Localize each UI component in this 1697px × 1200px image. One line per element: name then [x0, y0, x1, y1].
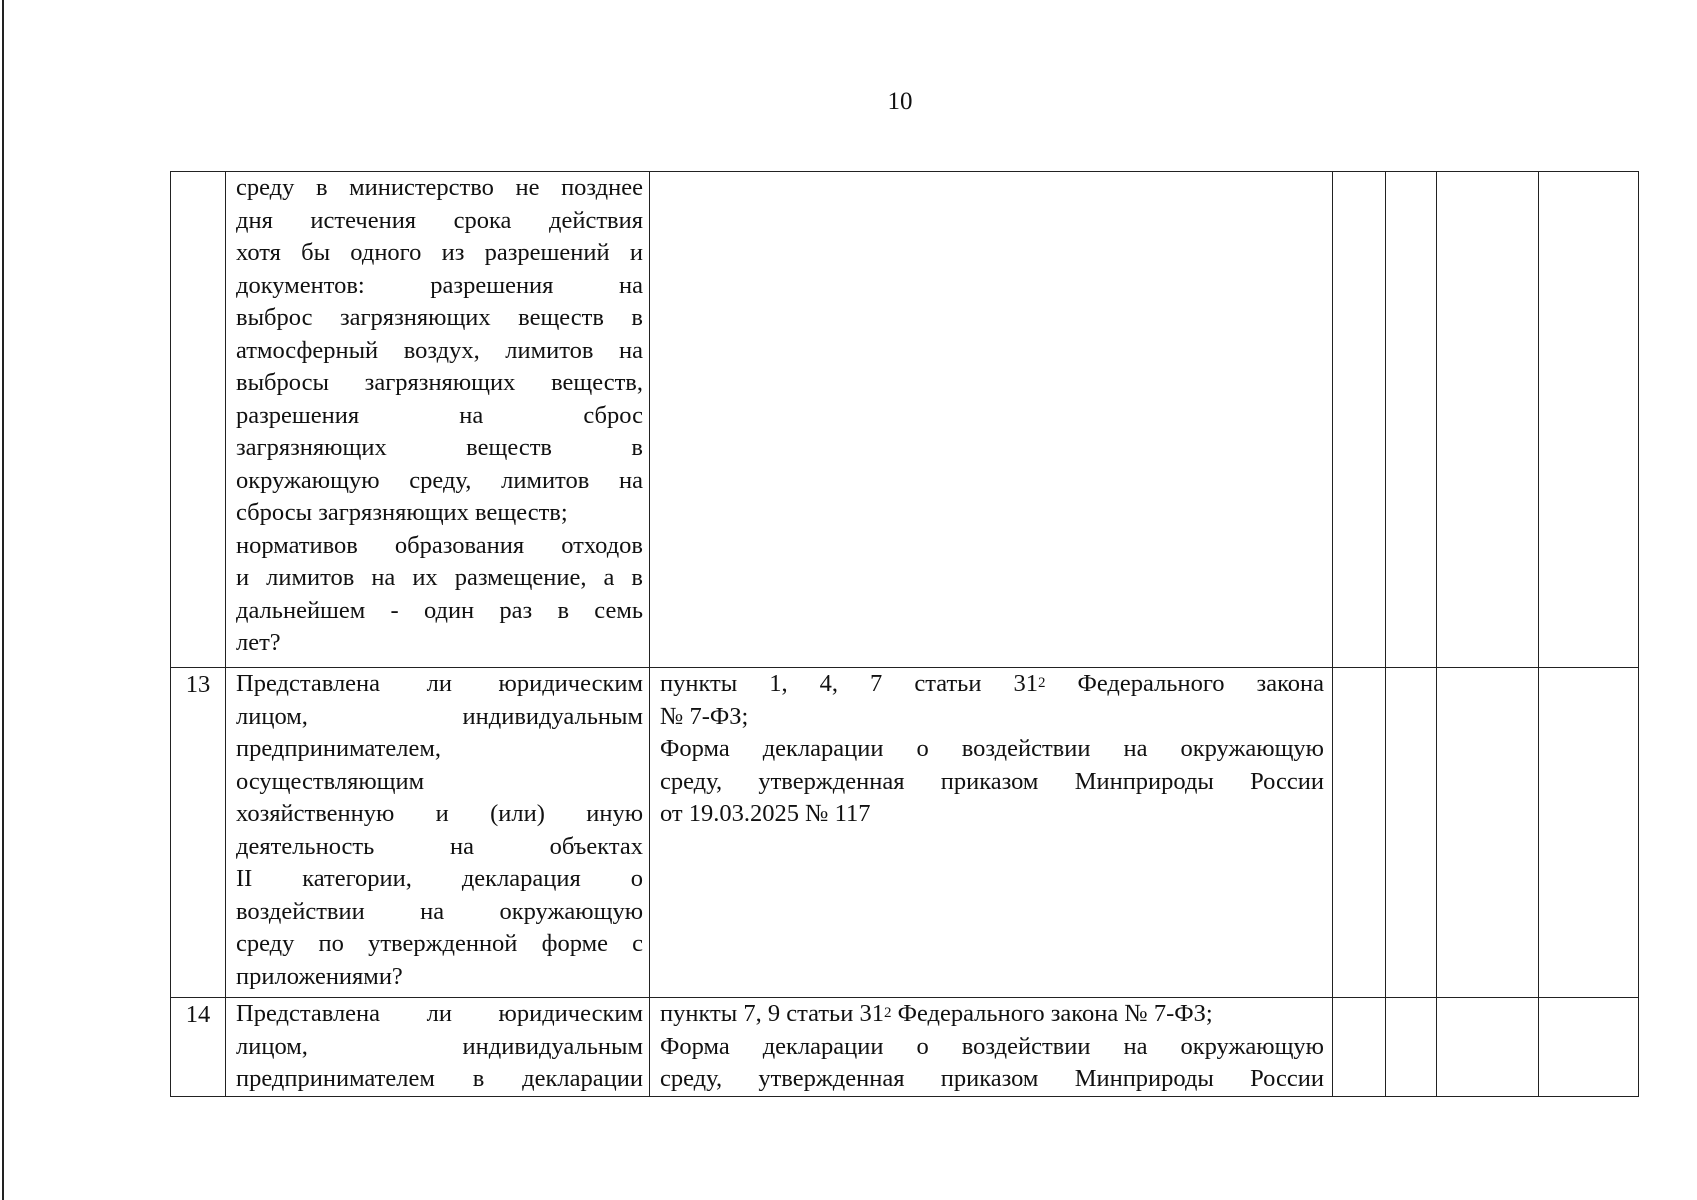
answer-not-applicable-cell: [1437, 172, 1539, 668]
legal-reference-text: [650, 998, 1332, 1096]
table-body: [171, 172, 1639, 1097]
answer-no-cell: [1386, 998, 1437, 1097]
item-number-cell: 14: [171, 998, 226, 1097]
question-line: воздействии на окружающую: [236, 897, 643, 925]
article-superscript: 2: [1037, 675, 1046, 691]
question-line: лицом, индивидуальным: [236, 1032, 643, 1060]
question-line: предпринимателем,: [236, 735, 441, 762]
question-line: хотя бы одного из разрешений и: [236, 239, 643, 266]
question-line: лицом, индивидуальным: [236, 702, 643, 730]
reference-line: [660, 766, 1324, 799]
remarks-cell: [1539, 998, 1639, 1097]
reference-text: среду, утвержденная приказом Минприроды России: [660, 767, 1324, 795]
legal-reference-cell: [650, 668, 1333, 998]
reference-text: Форма декларации о воздействии на окружающую: [660, 1032, 1324, 1060]
question-line: выбросы загрязняющих веществ,: [236, 369, 643, 396]
question-line: деятельность на объектах: [236, 832, 643, 860]
answer-not-applicable-cell: [1437, 668, 1539, 998]
reference-text: № 7-ФЗ;: [660, 702, 749, 730]
question-line: предпринимателем в декларации: [236, 1065, 643, 1092]
question-text: [226, 172, 649, 660]
remarks-cell: [1539, 172, 1639, 668]
reference-line: [660, 1063, 1324, 1096]
reference-line: [660, 798, 1324, 831]
reference-line: [660, 701, 1324, 734]
answer-not-applicable-cell: [1437, 998, 1539, 1097]
table-row: [171, 998, 1639, 1097]
question-line: документов: разрешения на: [236, 271, 643, 299]
reference-text: Форма декларации о воздействии на окружающую: [660, 735, 1324, 762]
question-cell: [226, 668, 650, 998]
remarks-cell: [1539, 668, 1639, 998]
legal-reference-text: [650, 668, 1332, 831]
answer-no-cell: [1386, 668, 1437, 998]
question-line: хозяйственную и (или) иную: [236, 800, 643, 827]
question-line: среду по утвержденной форме с: [236, 930, 643, 957]
question-line: Представлена ли юридическим: [236, 1000, 643, 1027]
table-row: [171, 172, 1639, 668]
question-cell: [226, 998, 650, 1097]
reference-text: Федерального закона № 7-ФЗ;: [891, 1000, 1213, 1027]
question-line: среду в министерство не позднее: [236, 174, 643, 201]
question-line: лет?: [236, 629, 281, 656]
question-line: разрешения на сброс: [236, 401, 643, 429]
question-line: сбросы загрязняющих веществ;: [236, 499, 568, 526]
question-line: окружающую среду, лимитов на: [236, 466, 643, 494]
answer-yes-cell: [1333, 998, 1386, 1097]
item-number-cell: 13: [171, 668, 226, 998]
question-line: Представлена ли юридическим: [236, 670, 643, 697]
reference-text: от 19.03.2025 № 117: [660, 800, 871, 827]
question-line: выброс загрязняющих веществ в: [236, 304, 643, 331]
question-line: осуществляющим: [236, 767, 425, 795]
question-line: нормативов образования отходов: [236, 531, 643, 559]
page-number: 10: [887, 88, 913, 115]
question-text: [226, 998, 649, 1096]
reference-line: [660, 998, 1324, 1031]
reference-text: Федерального закона: [1045, 670, 1325, 697]
question-line: дня истечения срока действия: [236, 206, 643, 234]
answer-yes-cell: [1333, 668, 1386, 998]
reference-line: [660, 668, 1324, 701]
question-line: II категории, декларация о: [236, 865, 643, 892]
reference-text: пункты 1, 4, 7 статьи 31: [660, 670, 1038, 697]
answer-no-cell: [1386, 172, 1437, 668]
question-cell: [226, 172, 650, 668]
question-line: и лимитов на их размещение, а в: [236, 564, 643, 591]
reference-text: среду, утвержденная приказом Минприроды России: [660, 1065, 1324, 1092]
answer-yes-cell: [1333, 172, 1386, 668]
question-line: атмосферный воздух, лимитов на: [236, 336, 643, 364]
checklist-table: [170, 171, 1639, 1097]
legal-reference-cell: [650, 998, 1333, 1097]
question-line: загрязняющих веществ в: [236, 434, 643, 461]
question-line: приложениями?: [236, 962, 403, 990]
table-row: [171, 668, 1639, 998]
reference-text: пункты 7, 9 статьи 31: [660, 1000, 884, 1027]
reference-line: [660, 733, 1324, 766]
question-text: [226, 668, 649, 993]
legal-reference-cell: [650, 172, 1333, 668]
question-line: дальнейшем - один раз в семь: [236, 596, 643, 624]
article-superscript: 2: [883, 1005, 892, 1021]
scan-edge-line: [2, 0, 4, 1200]
item-number-cell: [171, 172, 226, 668]
reference-line: [660, 1031, 1324, 1064]
